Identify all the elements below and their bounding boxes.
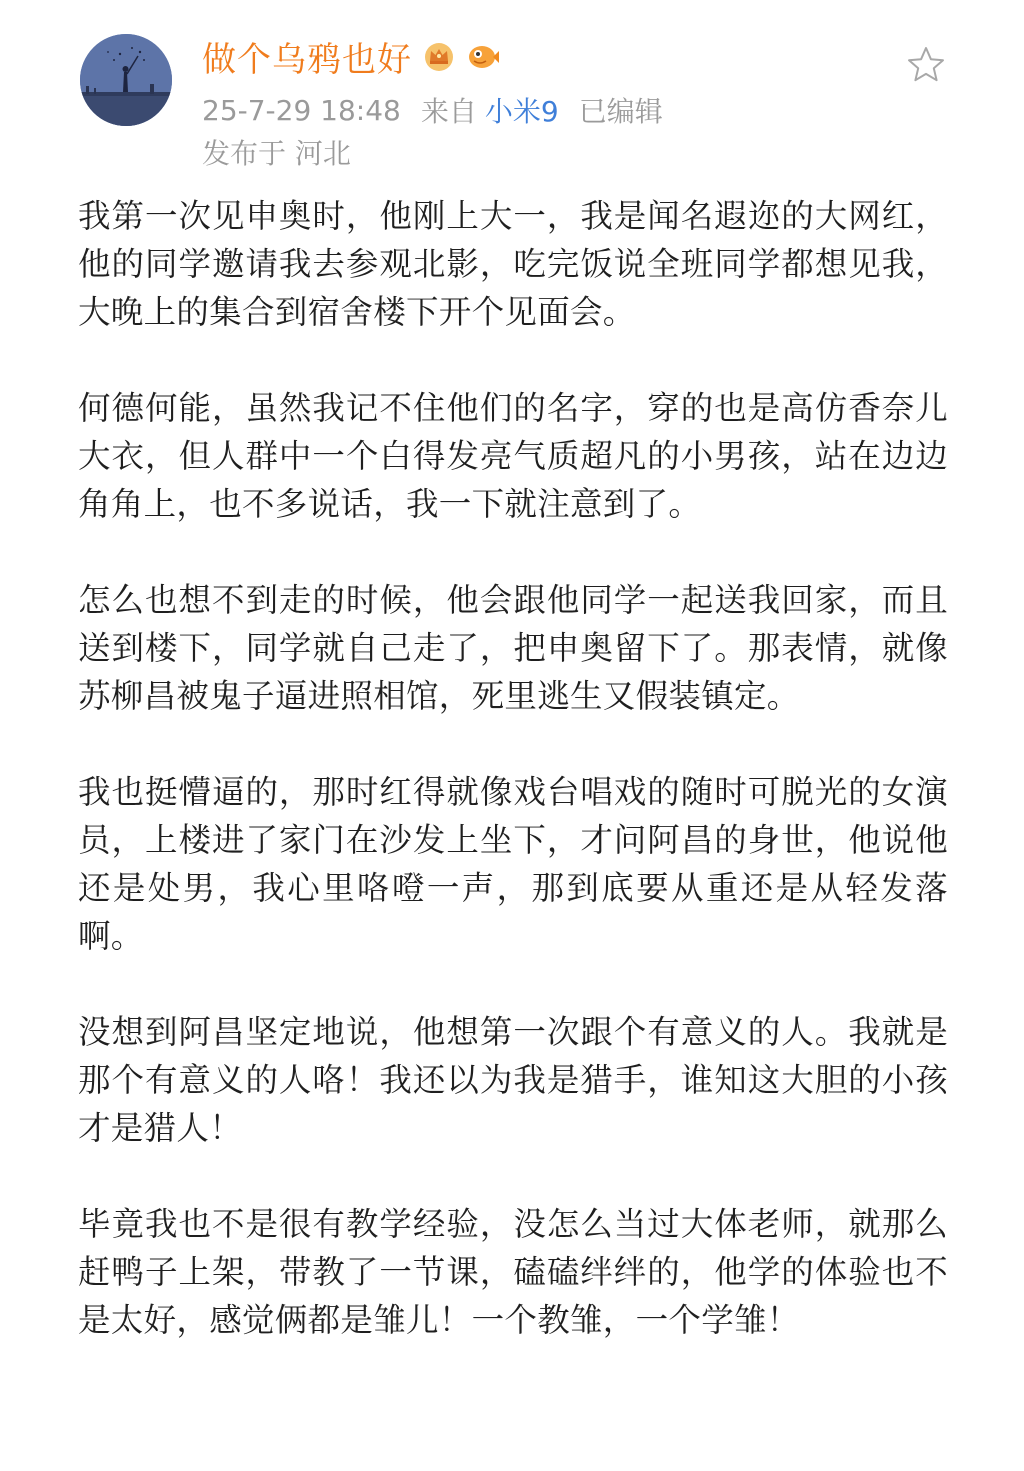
- post-paragraph: 毕竟我也不是很有教学经验，没怎么当过大体老师，就那么赶鸭子上架，带教了一节课，磕磕绊绊的，他学的体验也不是太好，感觉俩都是雏儿！一个教雏，一个学雏！: [78, 1205, 948, 1339]
- post-paragraph: 没想到阿昌坚定地说，他想第一次跟个有意义的人。我就是那个有意义的人咯！我还以为我是猎手，谁知这大胆的小孩才是猎人！: [78, 1013, 948, 1147]
- edited-label[interactable]: 已编辑: [578, 95, 663, 128]
- source-prefix: 来自: [420, 95, 477, 128]
- post-paragraph: 何德何能，虽然我记不住他们的名字，穿的也是高仿香奈儿大衣，但人群中一个白得发亮气质超凡的小男孩，站在边边角角上，也不多说话，我一下就注意到了。: [78, 389, 948, 523]
- post-paragraph: 我第一次见申奥时，他刚上大一，我是闻名遐迩的大网红，他的同学邀请我去参观北影，吃完饭说全班同学都想见我，大晚上的集合到宿舍楼下开个见面会。: [78, 197, 948, 331]
- post-paragraph: 怎么也想不到走的时候，他会跟他同学一起送我回家，而且送到楼下，同学就自己走了，把申奥留下了。那表情，就像苏柳昌被鬼子逼进照相馆，死里逃生又假装镇定。: [78, 581, 948, 715]
- source-device-link[interactable]: 小米9: [484, 95, 559, 128]
- star-outline-icon[interactable]: [906, 45, 946, 85]
- post-content: [78, 192, 948, 1392]
- author-row: [202, 34, 500, 78]
- post-location: 发布于 河北: [202, 137, 351, 170]
- crown-badge-icon: [422, 39, 456, 73]
- fish-badge-icon: [466, 39, 500, 73]
- author-name[interactable]: 做个乌鸦也好: [202, 39, 412, 80]
- avatar-image: [80, 34, 172, 126]
- post-timestamp: 25-7-29 18:48: [202, 93, 401, 127]
- avatar[interactable]: [80, 34, 172, 126]
- post-paragraph: 我也挺懵逼的，那时红得就像戏台唱戏的随时可脱光的女演员，上楼进了家门在沙发上坐下，才问阿昌的身世，他说他还是处男，我心里咯噔一声，那到底要从重还是从轻发落啊。: [78, 773, 948, 955]
- post-meta: [202, 90, 683, 130]
